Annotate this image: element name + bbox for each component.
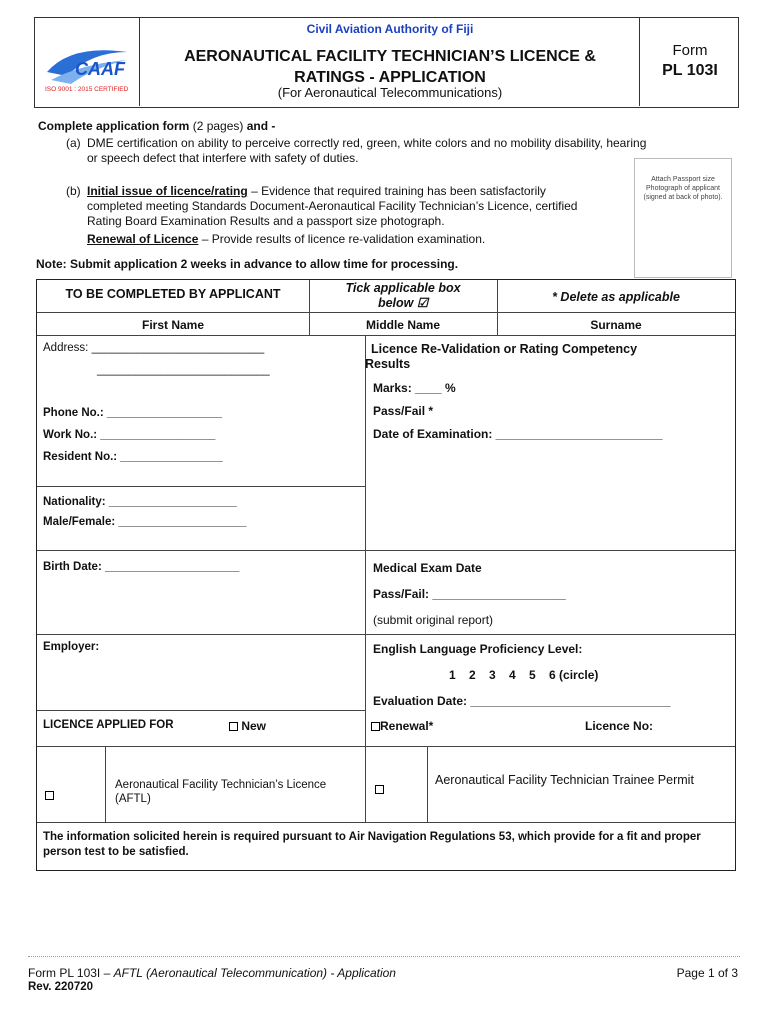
employer-field[interactable]: Employer: <box>43 641 100 653</box>
intro-line <box>38 119 275 133</box>
footer-divider <box>28 956 740 957</box>
applicant-heading: TO BE COMPLETED BY APPLICANT <box>65 287 281 301</box>
footer-revision: Rev. 220720 <box>28 981 94 993</box>
authority-name: Civil Aviation Authority of Fiji <box>306 22 474 36</box>
birth-date-field[interactable]: Birth Date: _____________________ <box>43 561 240 573</box>
checked-box-icon: ☑ <box>416 296 429 310</box>
aftl-checkbox[interactable] <box>45 791 54 800</box>
title-line-1: AERONAUTICAL FACILITY TECHNICIAN’S LICENCE & <box>184 48 596 65</box>
gender-field[interactable]: Male/Female: ____________________ <box>43 516 247 528</box>
english-level-label: English Language Proficiency Level: <box>373 642 583 656</box>
item-a-line-1: DME certification on ability to perceive correctly red, green, white colors and no mobility disability, hearing <box>87 136 647 150</box>
form-header <box>34 17 739 108</box>
delete-note: * Delete as applicable <box>552 290 680 304</box>
intro-and: and - <box>246 119 276 133</box>
tick-heading-line-2 <box>309 296 497 311</box>
form-label: Form <box>672 42 708 59</box>
middle-name-label: Middle Name <box>365 318 440 332</box>
title-line-2: RATINGS - APPLICATION <box>294 69 486 86</box>
aftl-option-label: Aeronautical Facility Technician’s Licence (AFTL) <box>115 779 327 805</box>
address-field[interactable]: Address: ___________________________ <box>43 342 265 354</box>
new-label: New <box>241 719 267 733</box>
form-title <box>141 46 639 88</box>
resident-phone-field[interactable]: Resident No.: ________________ <box>43 451 223 463</box>
item-b-bold: Initial issue of licence/rating <box>87 184 248 198</box>
renewal-line <box>87 232 627 247</box>
application-table <box>36 279 736 871</box>
address-line-2[interactable]: ___________________________ <box>97 364 270 376</box>
first-name-label: First Name <box>141 318 205 332</box>
tick-heading <box>309 281 497 311</box>
submit-original-note: (submit original report) <box>373 613 494 627</box>
trainee-checkbox[interactable] <box>375 785 384 794</box>
svg-text:CAAF: CAAF <box>75 59 125 79</box>
renewal-label: Renewal* <box>380 719 434 733</box>
tick-heading-line-1: Tick applicable box <box>345 281 461 295</box>
item-a-line-2: or speech defect that interfere with safety of duties. <box>87 151 359 165</box>
form-code: PL 103I <box>662 62 718 79</box>
surname-label: Surname <box>590 318 642 332</box>
logo-cell <box>35 18 140 106</box>
renewal-option[interactable] <box>371 719 433 733</box>
evaluation-date-field[interactable]: Evaluation Date: ______________________________ <box>373 694 671 708</box>
intro-bold: Complete application form <box>38 119 190 133</box>
work-phone-field[interactable]: Work No.: __________________ <box>43 429 216 441</box>
licence-no-field[interactable]: Licence No: <box>585 719 654 733</box>
renewal-checkbox[interactable] <box>371 722 380 731</box>
item-b-line-3: Rating Board Examination Results and a passport size photograph. <box>87 214 445 228</box>
trainee-option-label: Aeronautical Facility Technician Trainee Permit <box>435 773 694 787</box>
exam-date-field[interactable]: Date of Examination: _________________________ <box>373 427 663 441</box>
revalidation-line-1: Licence Re-Validation or Rating Competency <box>371 342 638 356</box>
item-a-text <box>87 136 707 166</box>
renewal-bold: Renewal of Licence <box>87 232 199 246</box>
footer-page-number: Page 1 of 3 <box>676 966 738 980</box>
marks-field[interactable]: Marks: ____ % <box>373 381 456 395</box>
item-a-label: (a) <box>66 136 81 150</box>
renewal-rest: – Provide results of licence re-validation examination. <box>201 232 486 246</box>
form-subtitle: (For Aeronautical Telecommunications) <box>277 85 503 100</box>
title-cell <box>141 18 640 106</box>
tick-heading-below: below <box>377 296 414 310</box>
legal-note: The information solicited herein is required pursuant to Air Navigation Regulations 53, which provide for a fit and proper person test to be satisfied. <box>43 831 701 858</box>
nationality-field[interactable]: Nationality: ____________________ <box>43 496 237 508</box>
footer-form-ref <box>28 966 396 980</box>
trainee-option[interactable] <box>375 782 384 796</box>
aftl-option[interactable] <box>45 788 54 802</box>
licence-applied-label: LICENCE APPLIED FOR <box>43 719 174 731</box>
pass-fail-field[interactable]: Pass/Fail * <box>373 404 434 418</box>
revalidation-line-2: Results <box>365 357 411 371</box>
revalidation-heading <box>365 342 729 372</box>
footer-form-desc: AFTL (Aeronautical Telecommunication) - Application <box>113 966 396 980</box>
intro-pages: (2 pages) <box>192 119 244 133</box>
proficiency-levels[interactable]: 1 2 3 4 5 6 (circle) <box>449 668 599 682</box>
phone-field[interactable]: Phone No.: __________________ <box>43 407 223 419</box>
item-b-line-1 <box>87 184 627 199</box>
item-b-rest: – Evidence that required training has been satisfactorily <box>251 184 546 198</box>
svg-text:ISO 9001 : 2015 CERTIFIED: ISO 9001 : 2015 CERTIFIED <box>45 86 129 93</box>
footer-form-code: Form PL 103I – <box>28 966 111 980</box>
new-option[interactable] <box>229 719 266 733</box>
passport-photo-box: Attach Passport size Photograph of applicant (signed at back of photo). <box>634 158 732 278</box>
item-b-label: (b) <box>66 184 81 198</box>
item-b-text <box>87 184 627 247</box>
item-b-line-2: completed meeting Standards Document-Aeronautical Facility Technician’s Licence, certified <box>87 199 578 213</box>
medical-exam-label: Medical Exam Date <box>373 561 482 575</box>
submission-note: Note: Submit application 2 weeks in advance to allow time for processing. <box>36 257 459 271</box>
caaf-logo <box>41 42 133 94</box>
medical-pass-fail-field[interactable]: Pass/Fail: ____________________ <box>373 587 566 601</box>
new-checkbox[interactable] <box>229 722 238 731</box>
